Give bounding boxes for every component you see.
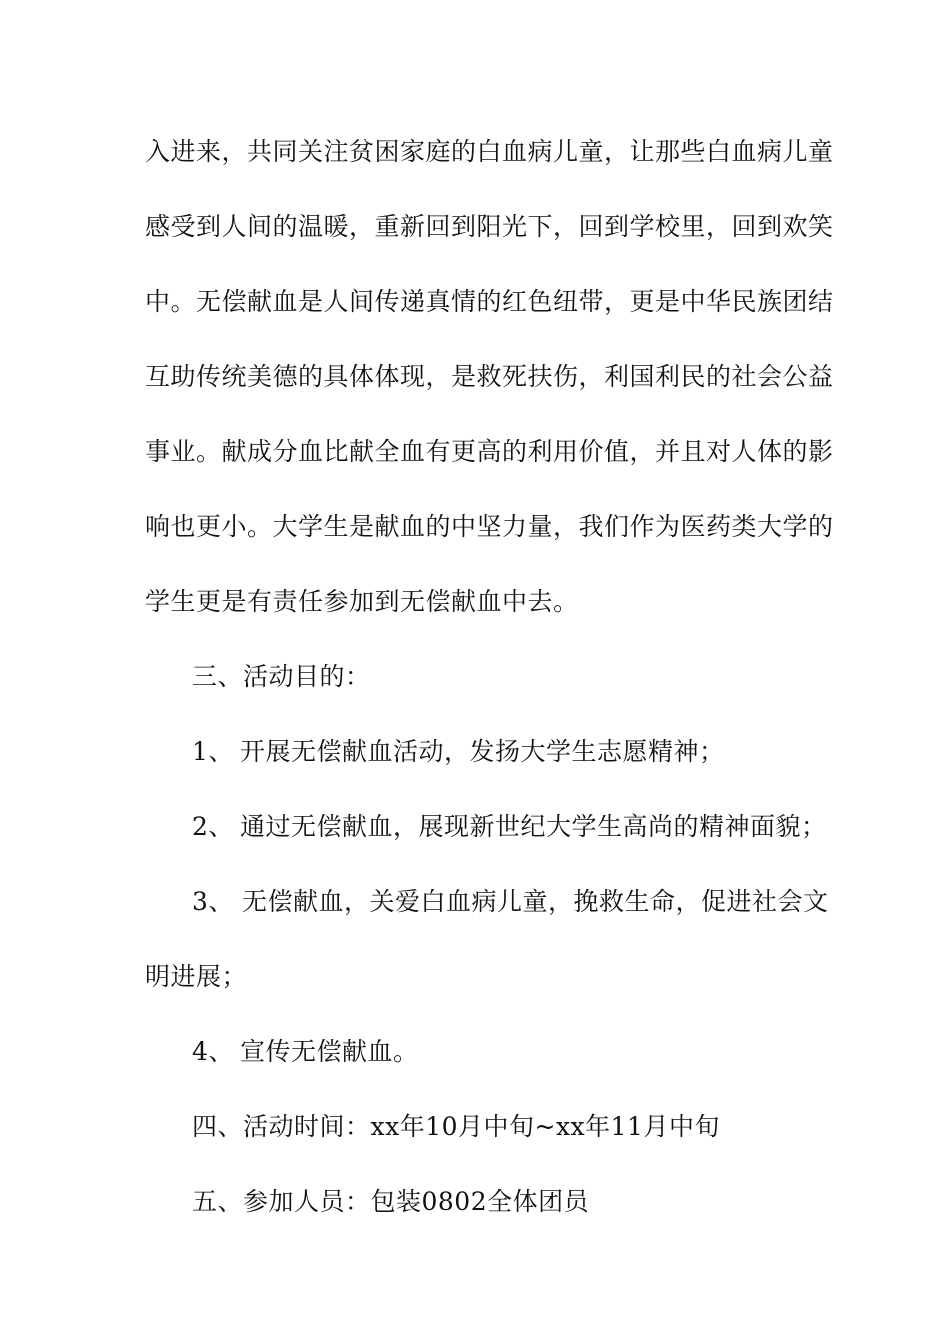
goal-text: 无偿献血，关爱白血病儿童，挽救生命，促进社会文 bbox=[242, 887, 829, 916]
goal-number: 4、 bbox=[192, 1037, 234, 1066]
section-activity-time: 四、活动时间：xx年10月中旬~xx年11月中旬 bbox=[192, 1112, 720, 1141]
goal-item-3-continuation: 明进展； bbox=[145, 962, 248, 991]
paragraph-line-6: 响也更小。大学生是献血的中坚力量，我们作为医药类大学的 bbox=[145, 512, 834, 541]
goal-item-4 bbox=[192, 1032, 872, 1072]
goal-text: 开展无偿献血活动，发扬大学生志愿精神； bbox=[240, 737, 725, 766]
goal-number: 3、 bbox=[192, 887, 234, 916]
paragraph-line-1: 入进来，共同关注贫困家庭的白血病儿童，让那些白血病儿童 bbox=[145, 137, 834, 166]
paragraph-line-5: 事业。献成分血比献全血有更高的利用价值，并且对人体的影 bbox=[145, 437, 834, 466]
paragraph-line-2: 感受到人间的温暖，重新回到阳光下，回到学校里，回到欢笑 bbox=[145, 212, 834, 241]
goal-item-2 bbox=[192, 807, 872, 847]
section-participants: 五、参加人员：包装0802全体团员 bbox=[192, 1187, 590, 1216]
paragraph-line-4: 互助传统美德的具体体现，是救死扶伤，利国利民的社会公益 bbox=[145, 362, 834, 391]
goal-item-3 bbox=[192, 882, 872, 922]
goal-item-1 bbox=[192, 732, 872, 772]
paragraph-line-3: 中。无偿献血是人间传递真情的红色纽带，更是中华民族团结 bbox=[145, 287, 834, 316]
goal-number: 1、 bbox=[192, 737, 234, 766]
goal-text: 宣传无偿献血。 bbox=[240, 1037, 419, 1066]
goal-text: 通过无偿献血，展现新世纪大学生高尚的精神面貌； bbox=[240, 812, 827, 841]
section-heading-purpose: 三、活动目的： bbox=[192, 662, 371, 691]
goal-number: 2、 bbox=[192, 812, 234, 841]
paragraph-line-7: 学生更是有责任参加到无偿献血中去。 bbox=[145, 587, 579, 616]
